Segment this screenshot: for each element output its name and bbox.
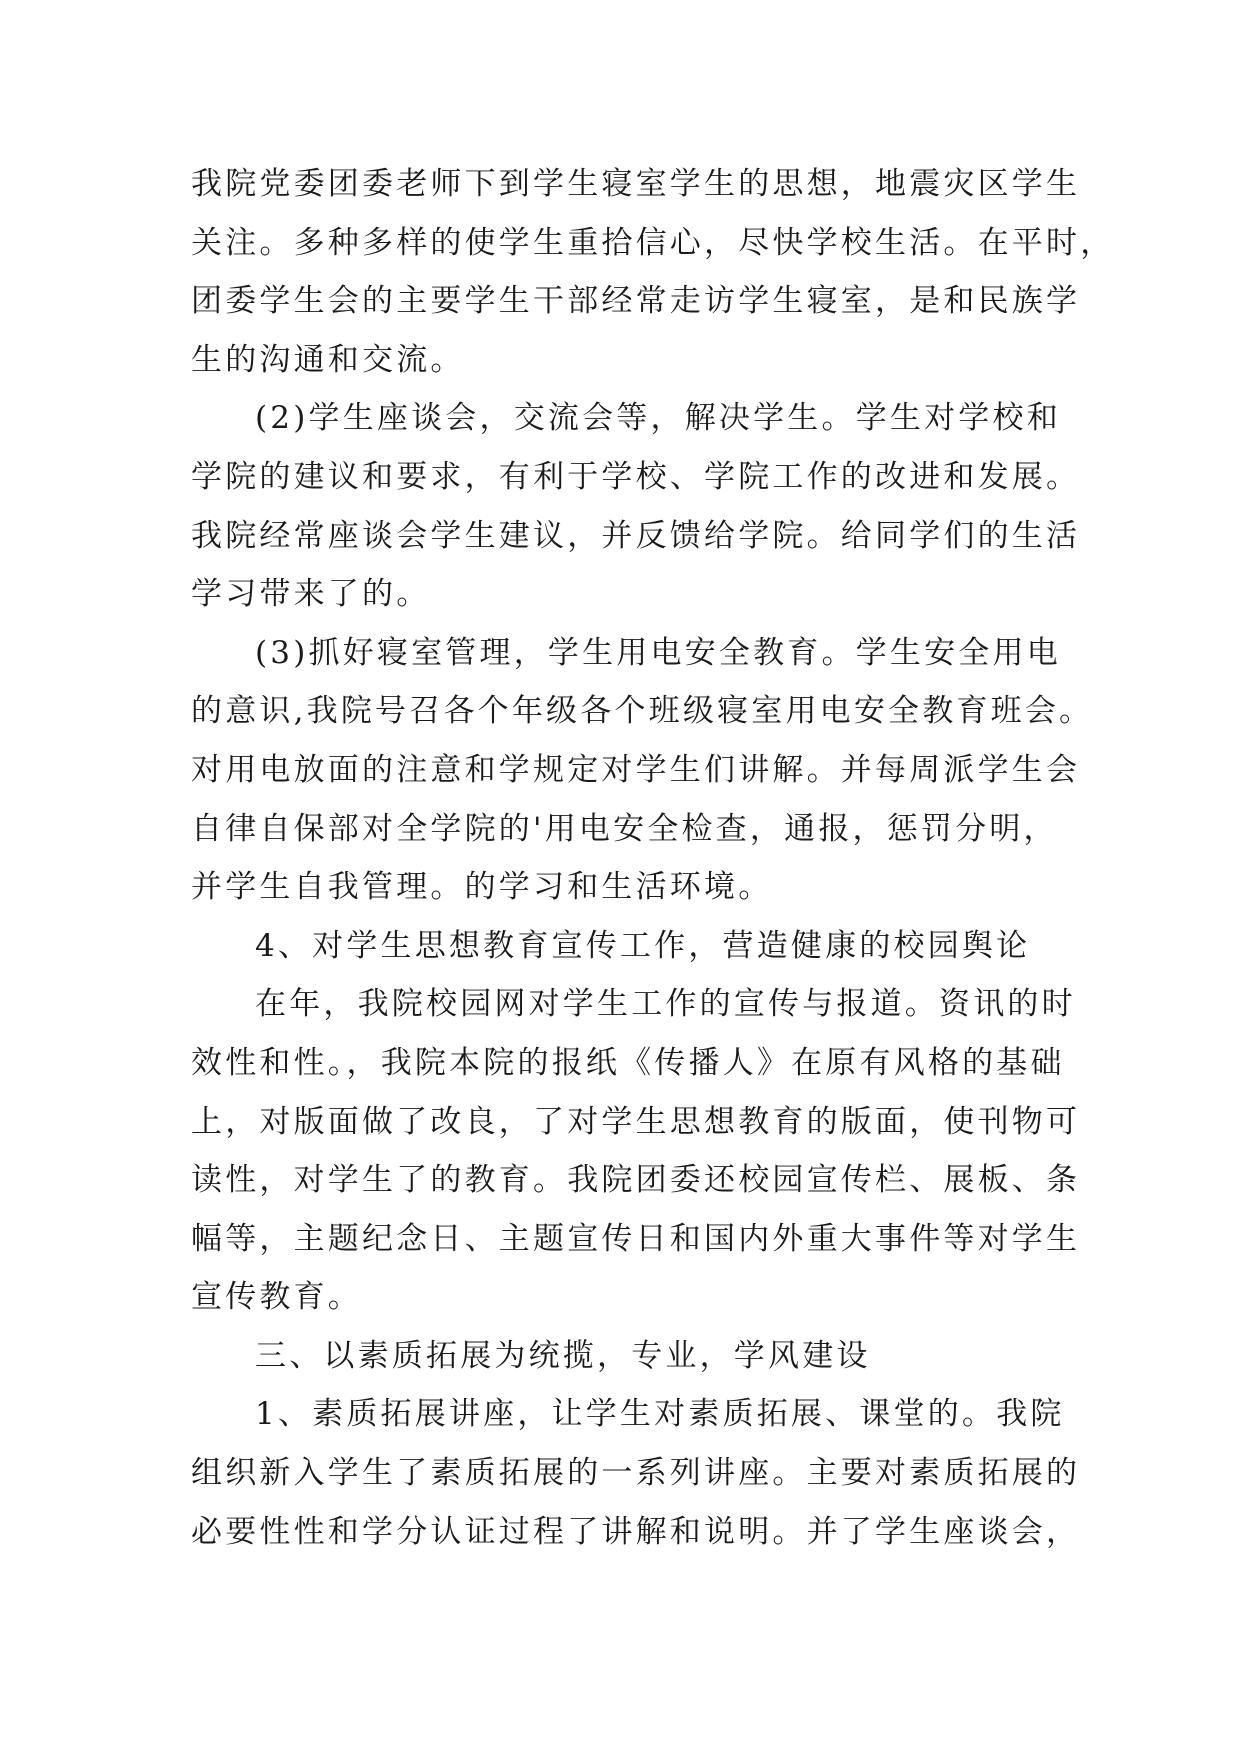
text-line: 读性，对学生了的教育。我院团委还校园宣传栏、展板、条 (191, 1162, 1081, 1199)
text-line: 我院经常座谈会学生建议，并反馈给学院。给同学们的生活 (191, 517, 1081, 554)
text-line: 生的沟通和交流。 (191, 341, 465, 378)
text-line: 并学生自我管理。的学习和生活环境。 (191, 869, 773, 906)
text-line: (2)学生座谈会，交流会等，解决学生。学生对学校和 (255, 400, 1061, 437)
document-body (191, 155, 1115, 1561)
text-line: 学习带来了的。 (191, 576, 431, 613)
text-line: 关注。多种多样的使学生重拾信心，尽快学校生活。在平时， (191, 224, 1115, 261)
text-line: 学院的建议和要求，有利于学校、学院工作的改进和发展。 (191, 458, 1081, 495)
text-line: 1、素质拓展讲座，让学生对素质拓展、课堂的。我院 (255, 1396, 1065, 1433)
text-line: 自律自保部对全学院的'用电安全检查，通报，惩罚分明， (191, 810, 1058, 847)
text-line: 4、对学生思想教育宣传工作，营造健康的校园舆论 (255, 927, 1031, 964)
text-line: 上，对版面做了改良，了对学生思想教育的版面，使刊物可 (191, 1103, 1081, 1140)
text-line: 对用电放面的注意和学规定对学生们讲解。并每周派学生会 (191, 751, 1081, 788)
text-line: 宣传教育。 (191, 1279, 362, 1316)
text-line: 组织新入学生了素质拓展的一系列讲座。主要对素质拓展的 (191, 1455, 1081, 1492)
text-line: 三、以素质拓展为统揽，专业，学风建设 (255, 1337, 871, 1374)
text-line: 在年，我院校园网对学生工作的宣传与报道。资讯的时 (255, 986, 1076, 1023)
text-line: 必要性性和学分认证过程了讲解和说明。并了学生座谈会， (191, 1513, 1081, 1550)
text-line: 幅等，主题纪念日、主题宣传日和国内外重大事件等对学生 (191, 1220, 1081, 1257)
text-line: 的意识,我院号召各个年级各个班级寝室用电安全教育班会。 (191, 693, 1094, 730)
text-line: (3)抓好寝室管理，学生用电安全教育。学生安全用电 (255, 634, 1061, 671)
text-line: 我院党委团委老师下到学生寝室学生的思想，地震灾区学生 (191, 166, 1081, 202)
text-line: 效性和性。，我院本院的报纸《传播人》在原有风格的基础 (191, 1044, 1065, 1081)
text-line: 团委学生会的主要学生干部经常走访学生寝室，是和民族学 (191, 283, 1081, 320)
